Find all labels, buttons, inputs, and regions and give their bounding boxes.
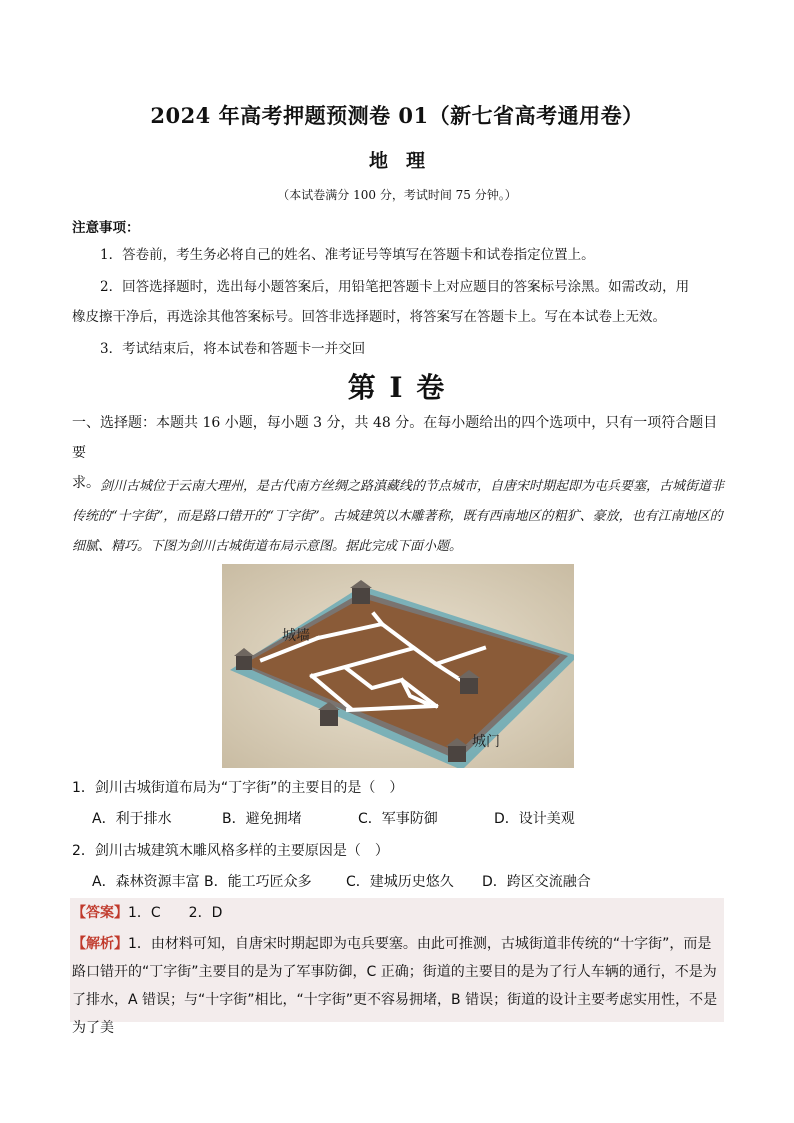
city-layout-illustration (222, 564, 574, 768)
section-line-1: 一、选择题：本题共 16 小题，每小题 3 分，共 48 分。在每小题给出的四个选项中，只有一项符合题目要 (72, 415, 718, 461)
explanation (72, 930, 724, 1042)
question-1-options (92, 808, 575, 828)
subject-title: 地理 (368, 150, 443, 172)
explanation-tag: 【解析】 (72, 936, 128, 952)
q1-option-b[interactable]: B．避免拥堵 (222, 811, 302, 827)
city-layout-figure (222, 564, 574, 768)
section-line-2: 求。 (72, 475, 100, 491)
notice-item-1: 1．答卷前，考生务必将自己的姓名、准考证号等填写在答题卡和试卷指定位置上。 (100, 247, 595, 263)
question-1-stem: 1．剑川古城街道布局为“丁字街”的主要目的是（ ） (72, 780, 404, 796)
answer-tag: 【答案】 (72, 905, 128, 921)
notice-heading: 注意事项： (72, 220, 140, 236)
exam-title: 2024 年高考押题预测卷 01（新七省高考通用卷） (150, 103, 644, 128)
q2-option-b[interactable]: B．能工巧匠众多 (204, 874, 312, 890)
answer-line (72, 900, 222, 926)
material-passage: 剑川古城位于云南大理州，是古代南方丝绸之路滇藏线的节点城市，自唐宋时期起即为屯兵要塞，古城街道非传统的“十字街”，而是路口错开的“丁字街”。古城建筑以木雕著称，既有西南地区的粗犷、豪放，也有江南地区的细腻、精巧。下图为剑川古城街道布局示意图。据此完成下面小题。 (72, 479, 725, 554)
q1-option-d[interactable]: D．设计美观 (494, 811, 575, 827)
q1-option-a[interactable]: A．利于排水 (92, 811, 172, 827)
notice-item-3: 3．考试结束后，将本试卷和答题卡一并交回 (100, 341, 366, 357)
q1-option-c[interactable]: C．军事防御 (358, 811, 438, 827)
explanation-text: 1．由材料可知，自唐宋时期起即为屯兵要塞。由此可推测，古城街道非传统的“十字街”，而是路口错开的“丁字街”主要目的是为了军事防御，C 正确；街道的主要目的是为了行人车辆的通行，不是为了排水，A 错误；与“十字街”相比，“十字街”更不容易拥堵，B 错误；街道的设计主要考虑实用性，不是为了美 (72, 936, 718, 1036)
wall-label: 城墙 (282, 628, 310, 644)
question-2-stem: 2．剑川古城建筑木雕风格多样的主要原因是（ ） (72, 843, 389, 859)
notice-item-2-cont: 橡皮擦干净后，再选涂其他答案标号。回答非选择题时，将答案写在答题卡上。写在本试卷上无效。 (72, 309, 666, 325)
answer-text: 1．C 2．D (128, 905, 223, 921)
q2-option-d[interactable]: D．跨区交流融合 (482, 874, 591, 890)
q2-option-a[interactable]: A．森林资源丰富 (92, 874, 200, 890)
score-info: （本试卷满分 100 分，考试时间 75 分钟。） (277, 188, 517, 202)
q2-option-c[interactable]: C．建城历史悠久 (346, 874, 454, 890)
part-title: 第 I 卷 (347, 371, 447, 404)
notice-item-2: 2．回答选择题时，选出每小题答案后，用铅笔把答题卡上对应题目的答案标号涂黑。如需改动，用 (100, 279, 690, 295)
question-2-options (92, 871, 591, 891)
gate-label: 城门 (472, 734, 500, 750)
